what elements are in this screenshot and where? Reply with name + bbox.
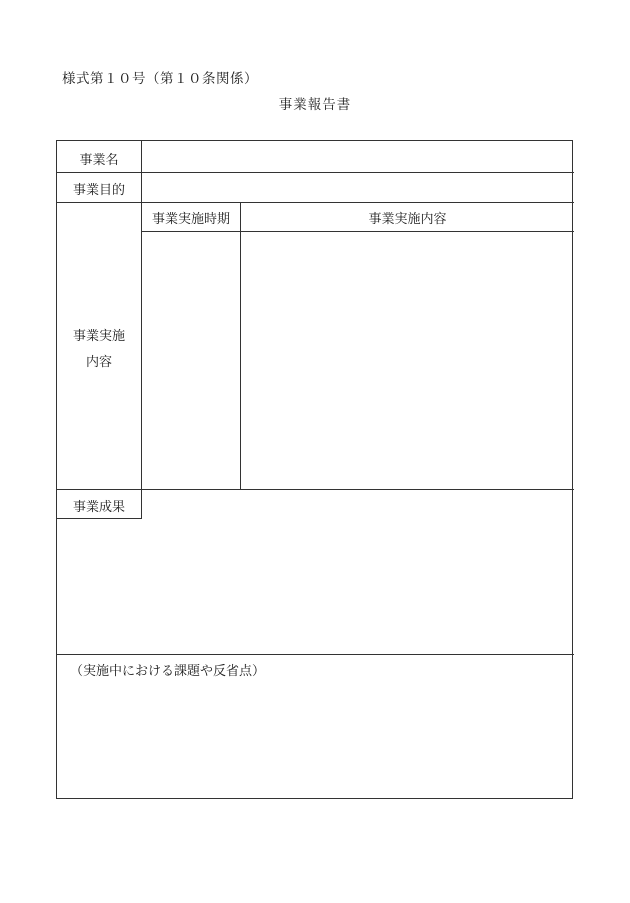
project-purpose-field[interactable]	[142, 173, 574, 202]
content-column-header: 事業実施内容	[368, 212, 447, 227]
column-divider	[141, 489, 142, 519]
implementation-period-field[interactable]	[142, 232, 240, 489]
row-divider	[57, 489, 574, 490]
row-divider	[57, 202, 574, 203]
period-column-header: 事業実施時期	[151, 212, 230, 227]
report-form	[56, 140, 573, 799]
implementation-label-line2: 内容	[85, 355, 112, 370]
row-divider	[57, 654, 574, 655]
results-label: 事業成果	[72, 500, 125, 515]
results-field[interactable]	[57, 519, 574, 654]
page-title: 事業報告書	[278, 97, 352, 113]
form-number: 様式第１０号（第１０条関係）	[62, 71, 258, 87]
issues-field[interactable]	[57, 681, 574, 798]
implementation-content-field[interactable]	[241, 232, 574, 489]
project-name-field[interactable]	[142, 141, 574, 172]
implementation-label-line1: 事業実施	[72, 329, 125, 344]
issues-label: （実施中における課題や反省点）	[70, 664, 266, 679]
project-purpose-label: 事業目的	[72, 183, 125, 198]
project-name-label: 事業名	[79, 153, 119, 168]
